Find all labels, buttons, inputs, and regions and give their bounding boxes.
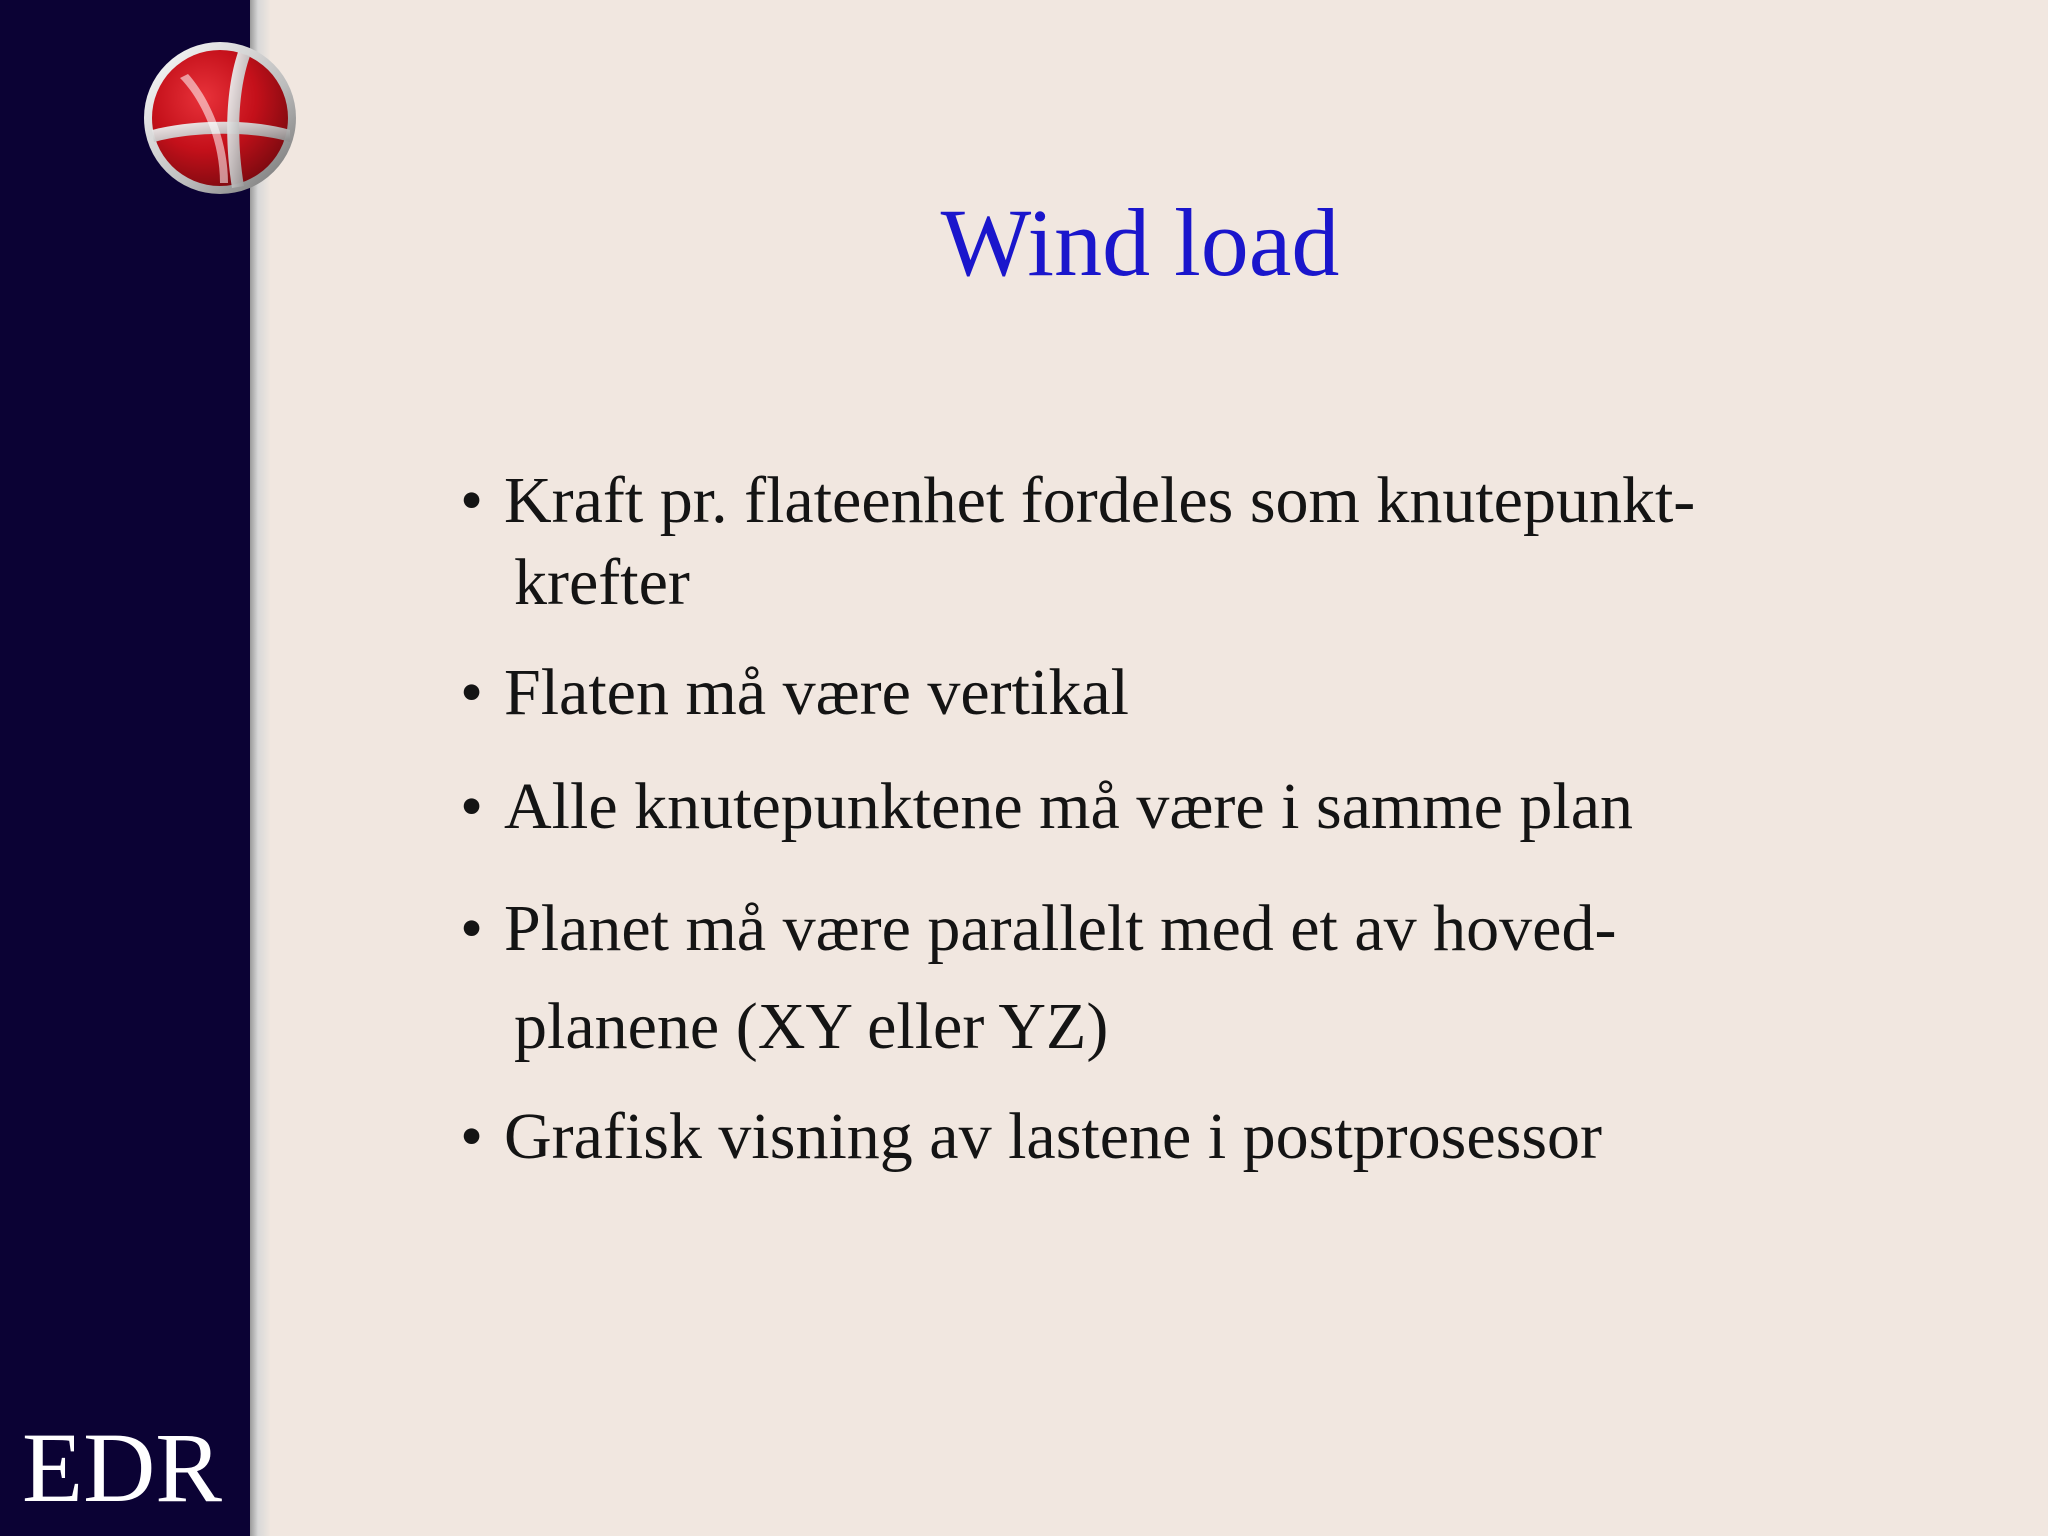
list-item — [460, 652, 1780, 734]
bullet-text: Grafisk visning av lastene i postprosessor — [504, 1100, 1602, 1173]
bullet-text: Planet må være parallelt med et av hoved- — [504, 892, 1617, 965]
bullet-text: Kraft pr. flateenhet fordeles som knutepunkt- — [504, 464, 1696, 537]
sidebar — [0, 0, 258, 1536]
list-item — [460, 888, 1780, 1068]
bullet-marker: • — [460, 892, 484, 965]
sidebar-edge — [250, 0, 270, 1536]
brand-label: EDR — [22, 1412, 222, 1523]
bullet-text-continuation: planene (XY eller YZ) — [514, 990, 1109, 1063]
bullet-text: Alle knutepunktene må være i samme plan — [504, 770, 1634, 843]
bullet-text: Flaten må være vertikal — [504, 656, 1129, 729]
bullet-marker: • — [460, 464, 484, 537]
bullet-text-continuation: krefter — [514, 546, 690, 619]
list-item — [460, 766, 1780, 848]
red-globe-logo-icon — [140, 38, 300, 198]
bullet-list — [460, 460, 1780, 1178]
bullet-marker: • — [460, 656, 484, 729]
list-item — [460, 1096, 1780, 1178]
slide-title: Wind load — [940, 189, 1340, 296]
list-item — [460, 460, 1780, 624]
bullet-marker: • — [460, 1100, 484, 1173]
bullet-marker: • — [460, 770, 484, 843]
